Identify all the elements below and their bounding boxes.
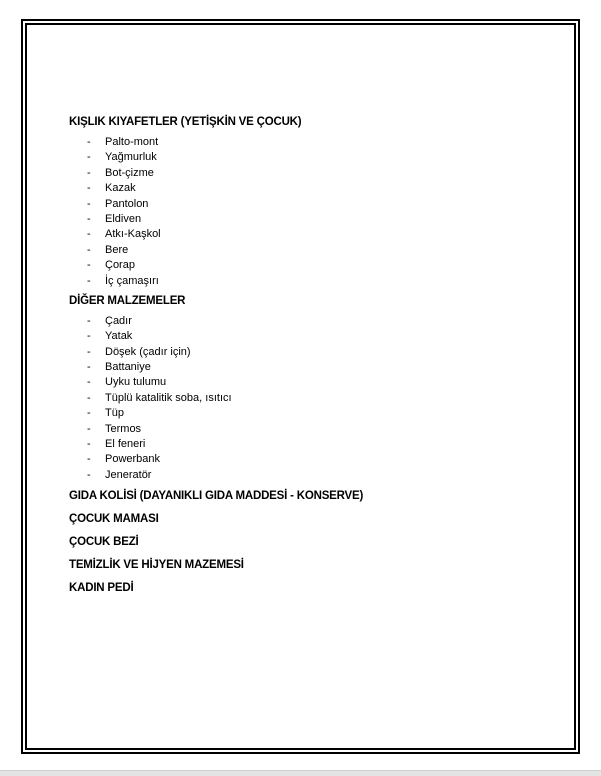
- bullet-dash: -: [87, 407, 91, 420]
- bullet-dash: -: [87, 330, 91, 343]
- bullet-dash: -: [87, 151, 91, 164]
- list-item: - Pantolon: [69, 197, 549, 212]
- heading-sanitary-pads: KADIN PEDİ: [69, 582, 134, 595]
- bullet-dash: -: [87, 166, 91, 179]
- other-supplies-list: [69, 314, 549, 483]
- bullet-dash: -: [87, 212, 91, 225]
- bullet-dash: -: [87, 197, 91, 210]
- bullet-dash: -: [87, 391, 91, 404]
- bullet-dash: -: [87, 136, 91, 148]
- list-item: - Termos: [69, 422, 549, 437]
- list-item: - Yağmurluk: [69, 150, 549, 165]
- list-item: - Yatak: [69, 329, 549, 344]
- bullet-dash: -: [87, 243, 91, 256]
- list-item: - Powerbank: [69, 452, 549, 467]
- list-item: - Eldiven: [69, 212, 549, 227]
- list-item: - Battaniye: [69, 360, 549, 375]
- winter-clothes-list: [69, 135, 549, 289]
- list-item: - Palto-mont: [69, 135, 549, 150]
- list-item: - Çadır: [69, 314, 549, 329]
- list-item: - Döşek (çadır için): [69, 345, 549, 360]
- bullet-dash: -: [87, 274, 91, 287]
- viewer-bottom-edge: [0, 770, 601, 776]
- bullet-dash: -: [87, 438, 91, 451]
- bullet-dash: -: [87, 345, 91, 358]
- heading-diapers: ÇOCUK BEZİ: [69, 536, 139, 549]
- heading-food-package: GIDA KOLİSİ (DAYANIKLI GIDA MADDESİ - KONSERVE): [69, 490, 364, 503]
- bullet-dash: -: [87, 314, 91, 327]
- list-item: - Atkı-Kaşkol: [69, 227, 549, 242]
- document-content: [69, 112, 549, 600]
- list-item: - Jeneratör: [69, 468, 549, 483]
- bullet-dash: -: [87, 361, 91, 374]
- heading-hygiene-supplies: TEMİZLİK VE HİJYEN MAZEMESİ: [69, 559, 244, 572]
- bullet-dash: -: [87, 422, 91, 435]
- list-item: - Tüplü katalitik soba, ısıtıcı: [69, 391, 549, 406]
- list-item: - Çorap: [69, 258, 549, 273]
- bullet-dash: -: [87, 182, 91, 195]
- heading-baby-food: ÇOCUK MAMASI: [69, 513, 159, 526]
- section-heading-winter-clothes: KIŞLIK KIYAFETLER (YETİŞKİN VE ÇOCUK): [69, 116, 302, 128]
- list-item: - Tüp: [69, 406, 549, 421]
- bullet-dash: -: [87, 228, 91, 241]
- bullet-dash: -: [87, 468, 91, 481]
- list-item: - Uyku tulumu: [69, 375, 549, 390]
- list-item: - Kazak: [69, 181, 549, 196]
- list-item: - İç çamaşırı: [69, 274, 549, 289]
- list-item: - Bere: [69, 243, 549, 258]
- list-item: - Bot-çizme: [69, 166, 549, 181]
- bullet-dash: -: [87, 376, 91, 389]
- bullet-dash: -: [87, 259, 91, 272]
- section-heading-other-supplies: DİĞER MALZEMELER: [69, 294, 186, 307]
- bullet-dash: -: [87, 453, 91, 466]
- list-item: - El feneri: [69, 437, 549, 452]
